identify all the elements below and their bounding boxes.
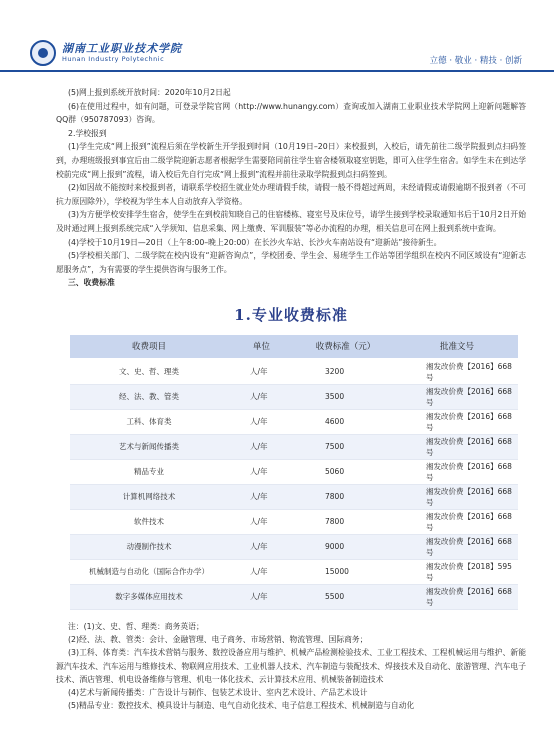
cell-fee-standard: 7800 xyxy=(295,484,396,509)
cell-fee-standard: 4600 xyxy=(295,409,396,434)
cell-unit: 人/年 xyxy=(228,384,295,409)
paragraph: (5)学校相关部门、二级学院在校内设有“迎新咨询点”，学校团委、学生会、易班学生工作站等团学组织在校内不同区域设有“迎新志愿服务点”，为有需要的学生提供咨询与服务工作。 xyxy=(56,251,526,274)
table-row xyxy=(70,534,518,559)
note-item: (5)精品专业：数控技术、模具设计与制造、电气自动化技术、电子信息工程技术、机械制造与自动化 xyxy=(68,701,415,711)
paragraph: 2.学校报到 xyxy=(68,128,107,138)
cell-approval-no: 湘发改价费【2016】668号 xyxy=(396,434,518,459)
cell-unit: 人/年 xyxy=(228,584,295,609)
fee-table-header-row xyxy=(70,335,518,359)
cell-unit: 人/年 xyxy=(228,534,295,559)
table-row xyxy=(70,434,518,459)
school-name-en: Hunan Industry Polytechnic xyxy=(62,55,165,63)
cell-approval-no: 湘发改价费【2016】668号 xyxy=(396,384,518,409)
paragraph: (6)在使用过程中，如有问题，可登录学院官网（http://www.hunangy.com）查询或加入湖南工业职业技术学院网上迎新问题解答QQ群（950787093）咨询。 xyxy=(56,101,526,125)
cell-fee-item: 工科、体育类 xyxy=(70,409,228,434)
table-row xyxy=(70,384,518,409)
cell-fee-item: 艺术与新闻传播类 xyxy=(70,434,228,459)
fee-table xyxy=(70,335,518,610)
cell-fee-item: 软件技术 xyxy=(70,509,228,534)
cell-fee-item: 计算机网络技术 xyxy=(70,484,228,509)
note-item: (3)工科、体育类：汽车技术营销与服务、数控设备应用与维护、机械产品检测检验技术、工业工程技术、工程机械运用与维护、新能源汽车技术、汽车运用与维修技术、物联网应用技术、工业机器人技术、汽车制造与装配技术、焊接技术及自动化、旅游管理、汽车电子技术、酒店管理、机电设备维修与管理、机电一体化技术、云计算技术应用、机械装备制造技术 xyxy=(56,648,526,684)
cell-fee-item: 文、史、哲、理类 xyxy=(70,359,228,385)
cell-approval-no: 湘发改价费【2018】595号 xyxy=(396,559,518,584)
cell-approval-no: 湘发改价费【2016】668号 xyxy=(396,484,518,509)
cell-fee-standard: 9000 xyxy=(295,534,396,559)
table-row xyxy=(70,559,518,584)
paragraph: (2)如因故不能按时来校报到者，请联系学校招生就业处办理请假手续，请假一般不得超过两周，未经请假或请假逾期不报到者（不可抗力原因除外），学校视为学生本人自动放弃入学资格。 xyxy=(56,183,526,206)
note-item: (2)经、法、教、管类：会计、金融管理、电子商务、市场营销、物流管理、国际商务； xyxy=(68,635,368,645)
cell-approval-no: 湘发改价费【2016】668号 xyxy=(396,534,518,559)
fee-table-title: 1.专业收费标准 xyxy=(234,305,348,324)
fee-table-body xyxy=(70,359,518,610)
cell-approval-no: 湘发改价费【2016】668号 xyxy=(396,409,518,434)
table-row xyxy=(70,509,518,534)
paragraph: (5)网上报到系统开放时间：2020年10月2日起 xyxy=(68,88,231,97)
cell-fee-standard: 7800 xyxy=(295,509,396,534)
table-row xyxy=(70,359,518,385)
cell-approval-no: 湘发改价费【2016】668号 xyxy=(396,584,518,609)
school-logo-icon xyxy=(30,40,56,66)
header-unit: 单位 xyxy=(228,335,295,359)
cell-unit: 人/年 xyxy=(228,434,295,459)
cell-approval-no: 湘发改价费【2016】668号 xyxy=(396,509,518,534)
fee-notes xyxy=(56,620,526,712)
header-fee-item: 收费项目 xyxy=(70,335,228,359)
header-divider xyxy=(0,70,554,72)
page-header xyxy=(0,0,554,72)
cell-unit: 人/年 xyxy=(228,359,295,385)
school-name-cn: 湖南工业职业技术学院 xyxy=(62,42,182,55)
cell-fee-item: 精品专业 xyxy=(70,459,228,484)
intro-paragraphs xyxy=(56,86,526,290)
header-fee-standard: 收费标准（元） xyxy=(295,335,396,359)
paragraph: (1)学生完成“网上报到”流程后须在学校新生开学报到时间（10月19日–20日）来校报到，入校后，请先前往二级学院报到点扫码签到，办理班级报到事宜后由二级学院迎新志愿者根据学生需要陪同前往学生宿舍楼领取寝室钥匙，即可入住学生宿舍。如学生未在到达学校前完成“网上报到”流程，请入校后先自行完成“网上报到”流程并前往录取学院报到点扫码签到。 xyxy=(56,142,526,179)
cell-approval-no: 湘发改价费【2016】668号 xyxy=(396,359,518,385)
cell-fee-item: 动漫制作技术 xyxy=(70,534,228,559)
table-row xyxy=(70,484,518,509)
cell-approval-no: 湘发改价费【2016】668号 xyxy=(396,459,518,484)
cell-fee-standard: 5060 xyxy=(295,459,396,484)
cell-unit: 人/年 xyxy=(228,409,295,434)
table-row xyxy=(70,409,518,434)
paragraph: 三、收费标准 xyxy=(68,278,115,288)
cell-fee-item: 经、法、教、管类 xyxy=(70,384,228,409)
cell-fee-standard: 5500 xyxy=(295,584,396,609)
cell-fee-item: 机械制造与自动化（国际合作办学） xyxy=(70,559,228,584)
cell-unit: 人/年 xyxy=(228,559,295,584)
cell-fee-standard: 3200 xyxy=(295,359,396,385)
note-item: 注：(1)文、史、哲、理类：商务英语； xyxy=(68,621,204,631)
cell-unit: 人/年 xyxy=(228,509,295,534)
document-body xyxy=(56,86,526,712)
cell-fee-item: 数字多媒体应用技术 xyxy=(70,584,228,609)
cell-fee-standard: 7500 xyxy=(295,434,396,459)
school-motto: 立德 · 敬业 · 精技 · 创新 xyxy=(429,56,522,66)
cell-fee-standard: 15000 xyxy=(295,559,396,584)
header-approval-no: 批准文号 xyxy=(396,335,518,359)
paragraph: (4)学校于10月19日—20日（上午8:00–晚上20:00）在长沙火车站、长沙火车南站设有“迎新站”接待新生。 xyxy=(68,237,442,247)
table-row xyxy=(70,584,518,609)
cell-unit: 人/年 xyxy=(228,459,295,484)
paragraph: (3)为方便学校安排学生宿舍，使学生在到校前知晓自己的住宿楼栋、寝室号及床位号，请学生接到学校录取通知书后于10月2日开始及时通过网上报到系统完成“入学须知、信息采集、网上缴费、军训服装”等必办流程的办理，相关信息可在网上报到系统中查询。 xyxy=(56,210,526,233)
cell-fee-standard: 3500 xyxy=(295,384,396,409)
note-item: (4)艺术与新闻传播类：广告设计与制作、包装艺术设计、室内艺术设计、产品艺术设计 xyxy=(68,687,368,697)
cell-unit: 人/年 xyxy=(228,484,295,509)
table-row xyxy=(70,459,518,484)
